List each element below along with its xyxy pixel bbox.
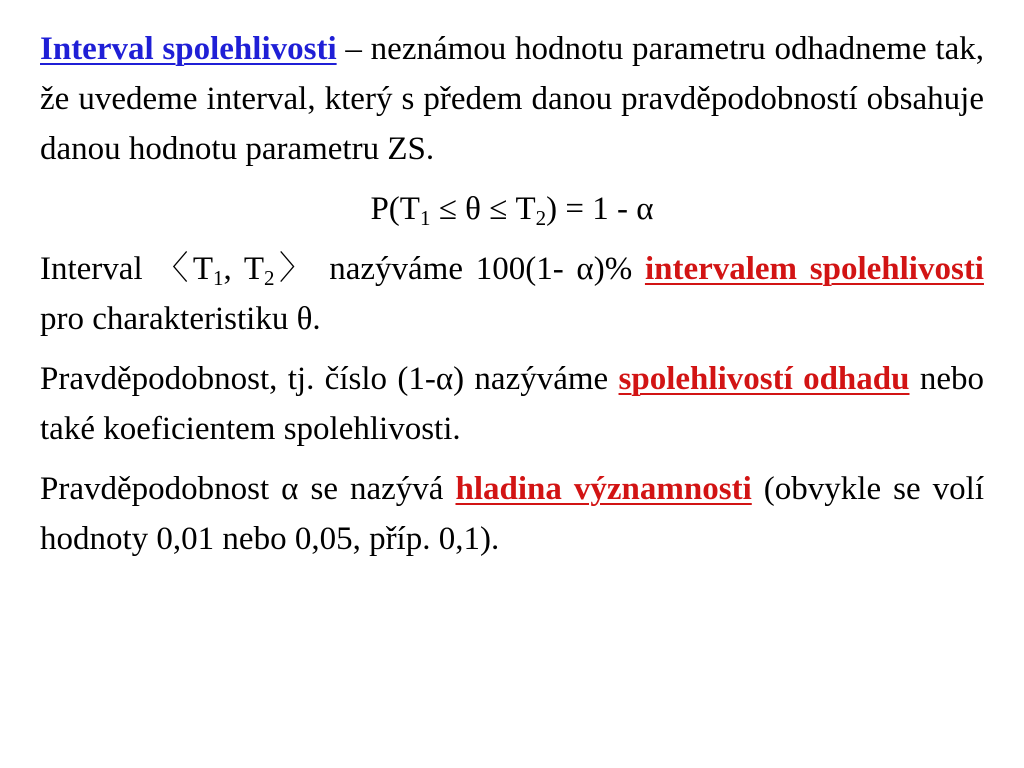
formula-part: ) = 1 - α — [546, 191, 654, 227]
interval-subscript: 2 — [264, 266, 275, 290]
definition-paragraph — [40, 24, 984, 174]
reliability-text: nebo také koeficientem spolehlivosti. — [40, 361, 984, 447]
interval-text: , T — [223, 251, 265, 287]
interval-subscript: 1 — [212, 266, 224, 290]
slide-content — [40, 24, 984, 574]
interval-paragraph — [40, 244, 984, 344]
interval-text: pro charakteristiku θ. — [40, 301, 321, 337]
term-interval-spolehlivosti: Interval spolehlivosti — [40, 31, 337, 67]
reliability-text: Pravděpodobnost, tj. číslo (1-α) nazýváme — [40, 361, 619, 397]
interval-text: Interval 〈T — [40, 251, 213, 287]
significance-text: Pravděpodobnost α se nazývá — [40, 471, 456, 507]
formula-part: P(T — [370, 191, 420, 227]
interval-text: 〉 nazýváme 100(1- α)% — [274, 251, 645, 287]
significance-paragraph — [40, 464, 984, 564]
formula — [40, 184, 984, 234]
term-spolehlivosti-odhadu: spolehlivostí odhadu — [618, 361, 910, 397]
formula-subscript: 1 — [419, 206, 431, 230]
term-hladina-vyznamnosti: hladina významnosti — [455, 471, 752, 507]
reliability-paragraph — [40, 354, 984, 454]
formula-part: ≤ θ ≤ T — [430, 191, 536, 227]
significance-text: (obvykle se volí hodnoty 0,01 nebo 0,05, příp. 0,1). — [40, 471, 984, 557]
definition-text: – neznámou hodnotu parametru odhadneme tak, že uvedeme interval, který s předem danou pravděpodobností obsahuje danou hodnotu parametru ZS. — [40, 31, 984, 167]
formula-subscript: 2 — [535, 206, 547, 230]
term-intervalem-spolehlivosti: intervalem spolehlivosti — [644, 251, 984, 287]
